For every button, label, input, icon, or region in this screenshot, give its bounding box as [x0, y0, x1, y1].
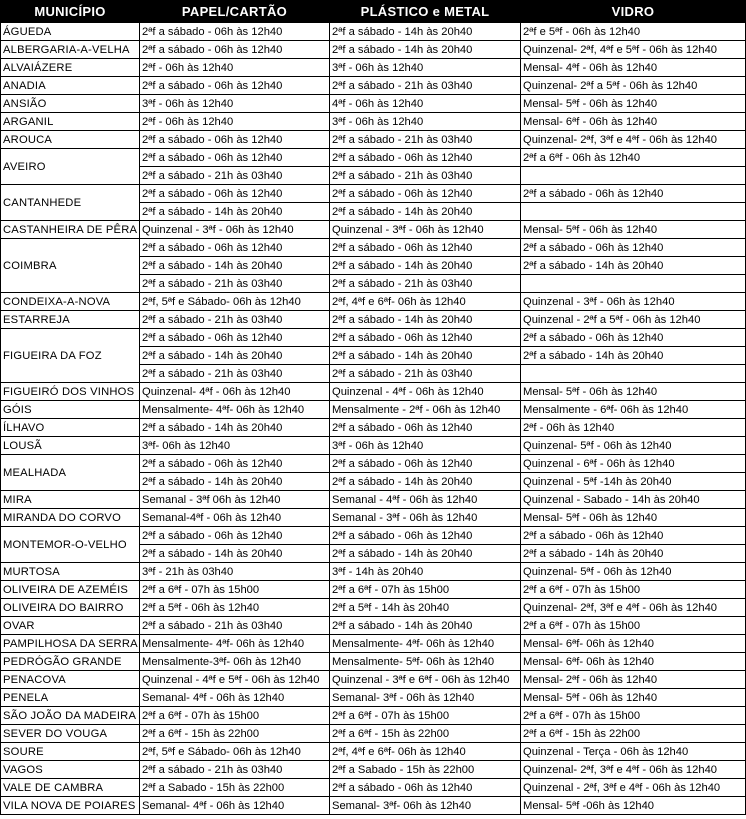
- plastico-metal-cell: 2ªf a sábado - 14h às 20h40: [330, 203, 521, 221]
- vidro-cell: Mensal- 2ªf - 06h às 12h40: [521, 671, 746, 689]
- municipality-name: SEVER DO VOUGA: [1, 725, 140, 743]
- plastico-metal-cell: 2ªf a sábado - 06h às 12h40: [330, 779, 521, 797]
- table-row: [1, 59, 746, 77]
- papel-cartao-cell: 2ªf a sábado - 14h às 20h40: [140, 545, 330, 563]
- papel-cartao-cell: 2ªf a sábado - 21h às 03h40: [140, 275, 330, 293]
- plastico-metal-cell: 2ªf a sábado - 21h às 03h40: [330, 77, 521, 95]
- table-row: [1, 635, 746, 653]
- plastico-metal-cell: 3ªf - 06h às 12h40: [330, 437, 521, 455]
- table-row: [1, 653, 746, 671]
- municipality-name: CONDEIXA-A-NOVA: [1, 293, 140, 311]
- papel-cartao-cell: 2ªf a sábado - 06h às 12h40: [140, 23, 330, 41]
- papel-cartao-cell: Mensalmente-3ªf- 06h às 12h40: [140, 653, 330, 671]
- plastico-metal-cell: 2ªf a 6ªf - 15h às 22h00: [330, 725, 521, 743]
- plastico-metal-cell: 2ªf a 5ªf - 14h às 20h40: [330, 599, 521, 617]
- papel-cartao-cell: Quinzenal - 3ªf - 06h às 12h40: [140, 221, 330, 239]
- papel-cartao-cell: 2ªf - 06h às 12h40: [140, 59, 330, 77]
- plastico-metal-cell: 2ªf a sábado - 06h às 12h40: [330, 419, 521, 437]
- papel-cartao-cell: 2ªf a sábado - 14h às 20h40: [140, 257, 330, 275]
- table-row: [1, 797, 746, 815]
- table-row: [1, 725, 746, 743]
- plastico-metal-cell: 2ªf a sábado - 06h às 12h40: [330, 455, 521, 473]
- papel-cartao-cell: 2ªf a 6ªf - 07h às 15h00: [140, 707, 330, 725]
- plastico-metal-cell: 2ªf a sábado - 06h às 12h40: [330, 329, 521, 347]
- vidro-cell: [521, 275, 746, 293]
- vidro-cell: Mensal- 5ªf - 06h às 12h40: [521, 509, 746, 527]
- vidro-cell: Quinzenal- 2ªf, 3ªf e 4ªf - 06h às 12h40: [521, 131, 746, 149]
- papel-cartao-cell: 2ªf - 06h às 12h40: [140, 113, 330, 131]
- municipality-name: AROUCA: [1, 131, 140, 149]
- papel-cartao-cell: 2ªf a sábado - 06h às 12h40: [140, 149, 330, 167]
- vidro-cell: Quinzenal - 2ªf, 3ªf e 4ªf - 06h às 12h40: [521, 779, 746, 797]
- table-row: [1, 743, 746, 761]
- papel-cartao-cell: 2ªf a sábado - 06h às 12h40: [140, 41, 330, 59]
- municipality-name: OVAR: [1, 617, 140, 635]
- plastico-metal-cell: Quinzenal - 3ªf e 6ªf - 06h às 12h40: [330, 671, 521, 689]
- papel-cartao-cell: 2ªf a sábado - 14h às 20h40: [140, 203, 330, 221]
- plastico-metal-cell: Mensalmente- 4ªf- 06h às 12h40: [330, 635, 521, 653]
- vidro-cell: [521, 203, 746, 221]
- municipality-name: MURTOSA: [1, 563, 140, 581]
- plastico-metal-cell: Semanal- 3ªf - 06h às 12h40: [330, 689, 521, 707]
- papel-cartao-cell: Mensalmente- 4ªf- 06h às 12h40: [140, 635, 330, 653]
- vidro-cell: Mensal- 5ªf - 06h às 12h40: [521, 689, 746, 707]
- papel-cartao-cell: Quinzenal- 4ªf - 06h às 12h40: [140, 383, 330, 401]
- table-row: [1, 23, 746, 41]
- plastico-metal-cell: 2ªf a sábado - 14h às 20h40: [330, 41, 521, 59]
- plastico-metal-cell: Semanal- 3ªf- 06h às 12h40: [330, 797, 521, 815]
- municipality-name: LOUSÃ: [1, 437, 140, 455]
- plastico-metal-cell: Mensalmente- 5ªf- 06h às 12h40: [330, 653, 521, 671]
- municipality-name: MIRA: [1, 491, 140, 509]
- table-row: [1, 563, 746, 581]
- municipality-name: ESTARREJA: [1, 311, 140, 329]
- vidro-cell: 2ªf e 5ªf - 06h às 12h40: [521, 23, 746, 41]
- table-row: [1, 599, 746, 617]
- header-plastico-metal: PLÁSTICO e METAL: [330, 1, 521, 23]
- table-row: [1, 239, 746, 257]
- vidro-cell: Quinzenal - 2ªf a 5ªf - 06h às 12h40: [521, 311, 746, 329]
- table-row: [1, 329, 746, 347]
- municipality-name: ANADIA: [1, 77, 140, 95]
- table-header: [1, 1, 746, 23]
- municipality-name: ALBERGARIA-A-VELHA: [1, 41, 140, 59]
- municipality-name: ANSIÃO: [1, 95, 140, 113]
- municipality-name: VALE DE CAMBRA: [1, 779, 140, 797]
- vidro-cell: 2ªf a sábado - 14h às 20h40: [521, 545, 746, 563]
- papel-cartao-cell: Quinzenal - 4ªf e 5ªf - 06h às 12h40: [140, 671, 330, 689]
- plastico-metal-cell: 2ªf a sábado - 06h às 12h40: [330, 185, 521, 203]
- vidro-cell: Mensalmente - 6ªf- 06h às 12h40: [521, 401, 746, 419]
- header-vidro: VIDRO: [521, 1, 746, 23]
- table-row: [1, 77, 746, 95]
- papel-cartao-cell: 3ªf - 06h às 12h40: [140, 95, 330, 113]
- municipality-name: ALVAIÁZERE: [1, 59, 140, 77]
- papel-cartao-cell: 2ªf a sábado - 21h às 03h40: [140, 167, 330, 185]
- plastico-metal-cell: 2ªf a sábado - 14h às 20h40: [330, 23, 521, 41]
- municipality-name: CASTANHEIRA DE PÊRA: [1, 221, 140, 239]
- vidro-cell: Quinzenal - Terça - 06h às 12h40: [521, 743, 746, 761]
- municipality-name: OLIVEIRA DO BAIRRO: [1, 599, 140, 617]
- papel-cartao-cell: 2ªf a sábado - 14h às 20h40: [140, 419, 330, 437]
- plastico-metal-cell: 2ªf a sábado - 14h às 20h40: [330, 311, 521, 329]
- vidro-cell: 2ªf a sábado - 06h às 12h40: [521, 239, 746, 257]
- vidro-cell: Mensal- 6ªf- 06h às 12h40: [521, 653, 746, 671]
- municipality-name: MONTEMOR-O-VELHO: [1, 527, 140, 563]
- papel-cartao-cell: 2ªf a sábado - 21h às 03h40: [140, 365, 330, 383]
- papel-cartao-cell: 2ªf a sábado - 06h às 12h40: [140, 185, 330, 203]
- papel-cartao-cell: 3ªf - 21h às 03h40: [140, 563, 330, 581]
- table-row: [1, 41, 746, 59]
- plastico-metal-cell: 2ªf a sábado - 14h às 20h40: [330, 347, 521, 365]
- municipality-name: OLIVEIRA DE AZEMÉIS: [1, 581, 140, 599]
- table-row: [1, 779, 746, 797]
- vidro-cell: Mensal- 4ªf - 06h às 12h40: [521, 59, 746, 77]
- table-row: [1, 761, 746, 779]
- municipality-name: PAMPILHOSA DA SERRA: [1, 635, 140, 653]
- papel-cartao-cell: 2ªf a 6ªf - 15h às 22h00: [140, 725, 330, 743]
- papel-cartao-cell: Semanal - 3ªf 06h às 12h40: [140, 491, 330, 509]
- plastico-metal-cell: 2ªf a sábado - 21h às 03h40: [330, 131, 521, 149]
- municipality-name: GÓIS: [1, 401, 140, 419]
- plastico-metal-cell: 2ªf a sábado - 06h às 12h40: [330, 239, 521, 257]
- plastico-metal-cell: Semanal - 4ªf - 06h às 12h40: [330, 491, 521, 509]
- table-row: [1, 581, 746, 599]
- table-row: [1, 617, 746, 635]
- table-row: [1, 491, 746, 509]
- plastico-metal-cell: 2ªf a sábado - 14h às 20h40: [330, 545, 521, 563]
- papel-cartao-cell: 2ªf a Sabado - 15h às 22h00: [140, 779, 330, 797]
- municipality-name: PENACOVA: [1, 671, 140, 689]
- municipality-name: VILA NOVA DE POIARES: [1, 797, 140, 815]
- plastico-metal-cell: 2ªf a 6ªf - 07h às 15h00: [330, 581, 521, 599]
- table-row: [1, 383, 746, 401]
- papel-cartao-cell: Semanal- 4ªf - 06h às 12h40: [140, 689, 330, 707]
- vidro-cell: Quinzenal - 6ªf - 06h às 12h40: [521, 455, 746, 473]
- table-row: [1, 113, 746, 131]
- header-papel-cartao: PAPEL/CARTÃO: [140, 1, 330, 23]
- table-row: [1, 707, 746, 725]
- papel-cartao-cell: 2ªf, 5ªf e Sábado- 06h às 12h40: [140, 293, 330, 311]
- papel-cartao-cell: 2ªf a sábado - 06h às 12h40: [140, 455, 330, 473]
- papel-cartao-cell: Semanal- 4ªf - 06h às 12h40: [140, 797, 330, 815]
- municipality-name: PEDRÓGÃO GRANDE: [1, 653, 140, 671]
- vidro-cell: Mensal- 6ªf- 06h às 12h40: [521, 635, 746, 653]
- papel-cartao-cell: 2ªf a 5ªf - 06h às 12h40: [140, 599, 330, 617]
- vidro-cell: Quinzenal - 5ªf -14h às 20h40: [521, 473, 746, 491]
- table-row: [1, 131, 746, 149]
- plastico-metal-cell: Quinzenal - 4ªf - 06h às 12h40: [330, 383, 521, 401]
- municipality-name: MIRANDA DO CORVO: [1, 509, 140, 527]
- vidro-cell: 2ªf - 06h às 12h40: [521, 419, 746, 437]
- vidro-cell: Quinzenal- 2ªf, 3ªf e 4ªf - 06h às 12h40: [521, 761, 746, 779]
- municipality-name: AVEIRO: [1, 149, 140, 185]
- papel-cartao-cell: 2ªf a sábado - 06h às 12h40: [140, 77, 330, 95]
- vidro-cell: 2ªf a sábado - 06h às 12h40: [521, 329, 746, 347]
- municipality-name: SOURE: [1, 743, 140, 761]
- plastico-metal-cell: 3ªf - 06h às 12h40: [330, 113, 521, 131]
- vidro-cell: 2ªf a sábado - 06h às 12h40: [521, 527, 746, 545]
- vidro-cell: 2ªf a sábado - 14h às 20h40: [521, 347, 746, 365]
- papel-cartao-cell: Semanal-4ªf - 06h às 12h40: [140, 509, 330, 527]
- plastico-metal-cell: 2ªf a sábado - 21h às 03h40: [330, 365, 521, 383]
- municipality-name: PENELA: [1, 689, 140, 707]
- table-row: [1, 401, 746, 419]
- vidro-cell: Quinzenal- 2ªf, 4ªf e 5ªf - 06h às 12h40: [521, 41, 746, 59]
- plastico-metal-cell: 2ªf, 4ªf e 6ªf- 06h às 12h40: [330, 293, 521, 311]
- papel-cartao-cell: Mensalmente- 4ªf- 06h às 12h40: [140, 401, 330, 419]
- table-row: [1, 95, 746, 113]
- papel-cartao-cell: 2ªf a sábado - 21h às 03h40: [140, 761, 330, 779]
- plastico-metal-cell: 2ªf a sábado - 06h às 12h40: [330, 527, 521, 545]
- papel-cartao-cell: 2ªf a 6ªf - 07h às 15h00: [140, 581, 330, 599]
- vidro-cell: Quinzenal- 2ªf, 3ªf e 4ªf - 06h às 12h40: [521, 599, 746, 617]
- vidro-cell: Quinzenal - 3ªf - 06h às 12h40: [521, 293, 746, 311]
- vidro-cell: 2ªf a 6ªf - 15h às 22h00: [521, 725, 746, 743]
- vidro-cell: 2ªf a 6ªf - 07h às 15h00: [521, 581, 746, 599]
- municipality-name: MEALHADA: [1, 455, 140, 491]
- papel-cartao-cell: 2ªf, 5ªf e Sábado- 06h às 12h40: [140, 743, 330, 761]
- plastico-metal-cell: Semanal - 3ªf - 06h às 12h40: [330, 509, 521, 527]
- vidro-cell: Mensal- 5ªf - 06h às 12h40: [521, 383, 746, 401]
- plastico-metal-cell: 3ªf - 06h às 12h40: [330, 59, 521, 77]
- vidro-cell: Mensal- 6ªf - 06h às 12h40: [521, 113, 746, 131]
- table-row: [1, 221, 746, 239]
- papel-cartao-cell: 3ªf- 06h às 12h40: [140, 437, 330, 455]
- vidro-cell: Mensal- 5ªf -06h às 12h40: [521, 797, 746, 815]
- vidro-cell: 2ªf a sábado - 14h às 20h40: [521, 257, 746, 275]
- municipality-name: FIGUEIRÓ DOS VINHOS: [1, 383, 140, 401]
- papel-cartao-cell: 2ªf a sábado - 06h às 12h40: [140, 239, 330, 257]
- table-row: [1, 311, 746, 329]
- plastico-metal-cell: 2ªf, 4ªf e 6ªf- 06h às 12h40: [330, 743, 521, 761]
- table-row: [1, 419, 746, 437]
- vidro-cell: 2ªf a 6ªf - 07h às 15h00: [521, 707, 746, 725]
- municipality-name: VAGOS: [1, 761, 140, 779]
- vidro-cell: [521, 365, 746, 383]
- vidro-cell: 2ªf a 6ªf - 06h às 12h40: [521, 149, 746, 167]
- papel-cartao-cell: 2ªf a sábado - 14h às 20h40: [140, 347, 330, 365]
- municipality-name: FIGUEIRA DA FOZ: [1, 329, 140, 383]
- papel-cartao-cell: 2ªf a sábado - 21h às 03h40: [140, 617, 330, 635]
- vidro-cell: Mensal- 5ªf - 06h às 12h40: [521, 95, 746, 113]
- table-row: [1, 293, 746, 311]
- table-row: [1, 527, 746, 545]
- municipality-name: COIMBRA: [1, 239, 140, 293]
- papel-cartao-cell: 2ªf a sábado - 21h às 03h40: [140, 311, 330, 329]
- table-row: [1, 437, 746, 455]
- table-row: [1, 671, 746, 689]
- municipality-name: ARGANIL: [1, 113, 140, 131]
- plastico-metal-cell: 2ªf a sábado - 21h às 03h40: [330, 275, 521, 293]
- papel-cartao-cell: 2ªf a sábado - 06h às 12h40: [140, 527, 330, 545]
- table-row: [1, 689, 746, 707]
- plastico-metal-cell: 4ªf - 06h às 12h40: [330, 95, 521, 113]
- papel-cartao-cell: 2ªf a sábado - 06h às 12h40: [140, 329, 330, 347]
- plastico-metal-cell: 2ªf a sábado - 21h às 03h40: [330, 167, 521, 185]
- table-row: [1, 509, 746, 527]
- municipality-name: ÍLHAVO: [1, 419, 140, 437]
- plastico-metal-cell: 3ªf - 14h às 20h40: [330, 563, 521, 581]
- table-body: [1, 23, 746, 815]
- vidro-cell: Quinzenal- 2ªf a 5ªf - 06h às 12h40: [521, 77, 746, 95]
- vidro-cell: [521, 167, 746, 185]
- plastico-metal-cell: 2ªf a sábado - 14h às 20h40: [330, 473, 521, 491]
- plastico-metal-cell: 2ªf a sábado - 14h às 20h40: [330, 257, 521, 275]
- plastico-metal-cell: Mensalmente - 2ªf - 06h às 12h40: [330, 401, 521, 419]
- vidro-cell: Quinzenal - Sabado - 14h às 20h40: [521, 491, 746, 509]
- papel-cartao-cell: 2ªf a sábado - 06h às 12h40: [140, 131, 330, 149]
- vidro-cell: 2ªf a 6ªf - 07h às 15h00: [521, 617, 746, 635]
- plastico-metal-cell: Quinzenal - 3ªf - 06h às 12h40: [330, 221, 521, 239]
- vidro-cell: Quinzenal- 5ªf - 06h às 12h40: [521, 437, 746, 455]
- header-municipio: MUNICÍPIO: [1, 1, 140, 23]
- header-row: [1, 1, 746, 23]
- municipality-name: SÃO JOÃO DA MADEIRA: [1, 707, 140, 725]
- plastico-metal-cell: 2ªf a Sabado - 15h às 22h00: [330, 761, 521, 779]
- plastico-metal-cell: 2ªf a sábado - 14h às 20h40: [330, 617, 521, 635]
- table-row: [1, 455, 746, 473]
- table-row: [1, 149, 746, 167]
- plastico-metal-cell: 2ªf a sábado - 06h às 12h40: [330, 149, 521, 167]
- papel-cartao-cell: 2ªf a sábado - 14h às 20h40: [140, 473, 330, 491]
- vidro-cell: 2ªf a sábado - 06h às 12h40: [521, 185, 746, 203]
- municipality-name: ÁGUEDA: [1, 23, 140, 41]
- table-row: [1, 185, 746, 203]
- vidro-cell: Mensal- 5ªf - 06h às 12h40: [521, 221, 746, 239]
- municipality-name: CANTANHEDE: [1, 185, 140, 221]
- plastico-metal-cell: 2ªf a 6ªf - 07h às 15h00: [330, 707, 521, 725]
- vidro-cell: Quinzenal- 5ªf - 06h às 12h40: [521, 563, 746, 581]
